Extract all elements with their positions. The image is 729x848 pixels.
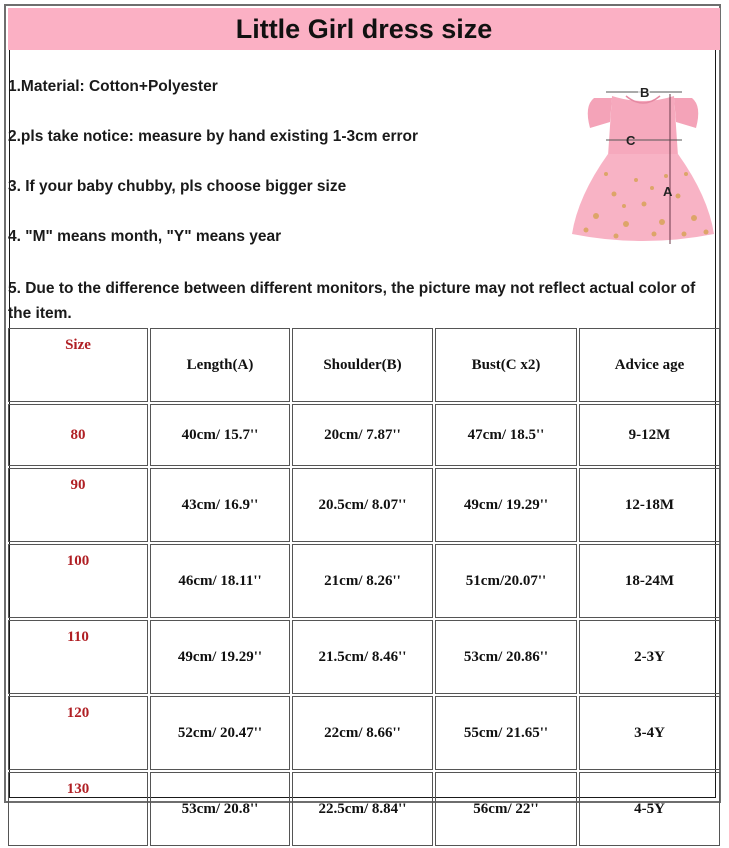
cell-bust: 55cm/ 21.65'' <box>435 696 577 770</box>
note-monitor-color: 5. Due to the difference between different monitors, the picture may not reflect actual color of the item. <box>8 280 696 322</box>
cell-bust: 53cm/ 20.86'' <box>435 620 577 694</box>
table-row <box>8 468 720 542</box>
cell-age: 18-24M <box>579 544 720 618</box>
cell-shoulder: 21.5cm/ 8.46'' <box>292 620 433 694</box>
cell-bust: 49cm/ 19.29'' <box>435 468 577 542</box>
title-banner <box>8 8 720 50</box>
cell-size: 90 <box>8 468 148 542</box>
cell-size: 80 <box>8 404 148 466</box>
header-shoulder: Shoulder(B) <box>292 328 433 402</box>
size-chart-table <box>6 326 722 848</box>
cell-size: 130 <box>8 772 148 846</box>
page-title: Little Girl dress size <box>235 13 493 44</box>
cell-age: 9-12M <box>579 404 720 466</box>
header-advice-age: Advice age <box>579 328 720 402</box>
table-row <box>8 620 720 694</box>
table-row <box>8 696 720 770</box>
cell-shoulder: 21cm/ 8.26'' <box>292 544 433 618</box>
label-b: B <box>640 85 650 100</box>
table-row <box>8 544 720 618</box>
cell-length: 53cm/ 20.8'' <box>150 772 290 846</box>
cell-length: 46cm/ 18.11'' <box>150 544 290 618</box>
label-c: C <box>626 133 636 148</box>
cell-bust: 47cm/ 18.5'' <box>435 404 577 466</box>
header-bust: Bust(C x2) <box>435 328 577 402</box>
header-size: Size <box>8 328 148 402</box>
cell-size: 110 <box>8 620 148 694</box>
table-row <box>8 404 720 466</box>
note-chubby: 3. If your baby chubby, pls choose bigger size <box>8 178 347 195</box>
cell-length: 43cm/ 16.9'' <box>150 468 290 542</box>
cell-length: 40cm/ 15.7'' <box>150 404 290 466</box>
cell-age: 12-18M <box>579 468 720 542</box>
cell-length: 49cm/ 19.29'' <box>150 620 290 694</box>
table-header-row <box>8 328 720 402</box>
cell-shoulder: 22cm/ 8.66'' <box>292 696 433 770</box>
dress-measurement-diagram <box>566 76 720 246</box>
header-length: Length(A) <box>150 328 290 402</box>
cell-bust: 51cm/20.07'' <box>435 544 577 618</box>
label-a: A <box>663 184 673 199</box>
note-material: 1.Material: Cotton+Polyester <box>8 78 218 95</box>
cell-age: 3-4Y <box>579 696 720 770</box>
cell-size: 100 <box>8 544 148 618</box>
cell-length: 52cm/ 20.47'' <box>150 696 290 770</box>
dress-illustration-icon <box>566 76 720 246</box>
cell-shoulder: 20cm/ 7.87'' <box>292 404 433 466</box>
cell-shoulder: 20.5cm/ 8.07'' <box>292 468 433 542</box>
cell-size: 120 <box>8 696 148 770</box>
cell-shoulder: 22.5cm/ 8.84'' <box>292 772 433 846</box>
cell-age: 2-3Y <box>579 620 720 694</box>
cell-age: 4-5Y <box>579 772 720 846</box>
cell-bust: 56cm/ 22'' <box>435 772 577 846</box>
note-month-year: 4. "M" means month, "Y" means year <box>8 228 282 245</box>
table-row <box>8 772 720 846</box>
note-measure-error: 2.pls take notice: measure by hand existing 1-3cm error <box>8 128 419 145</box>
